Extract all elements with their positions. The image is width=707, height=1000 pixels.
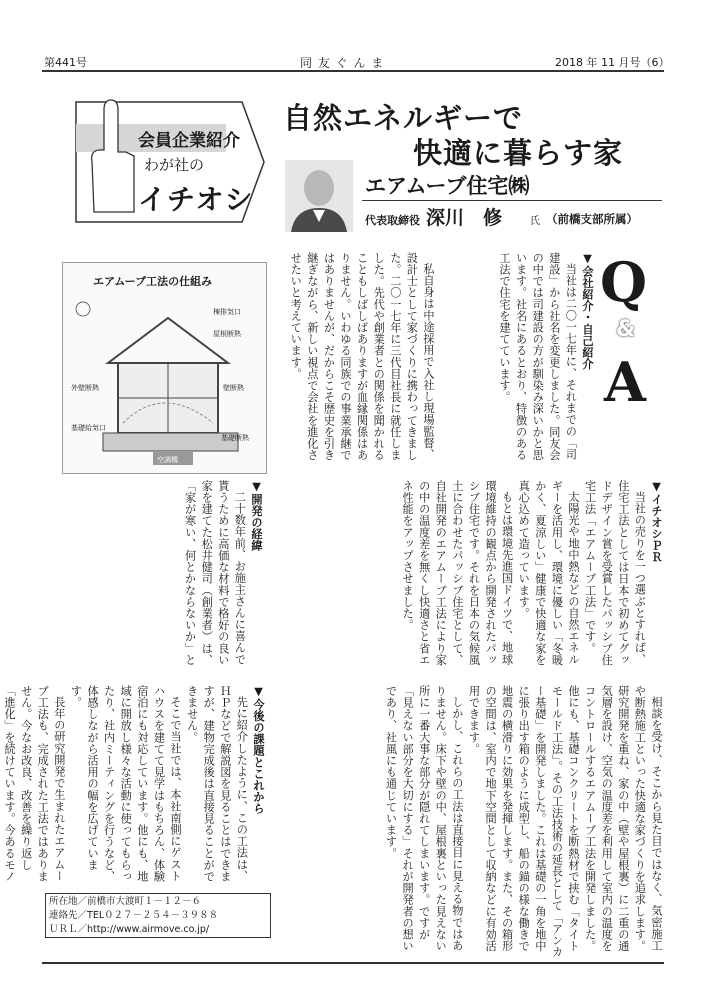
paragraph: そこで当社では、本社南側にゲストハウスを建てて見学はもちろん、体験宿泊にも対応しています。他にも、地域に開放し様々な活動に使ってもらったり、社内ミーティングを行うなど、体感しながら活用の幅を広げています。	[69, 685, 183, 883]
dev-section	[44, 480, 264, 670]
diagram-label: 外壁断熱	[71, 384, 99, 392]
paragraph: 当社は二〇一七年に、それまでの「司建設」から社名を変更しました。同友会の中では司建設の方が馴染み深いかと思います。社名にあるとおり、特徴のある工法で住宅を建てています。	[498, 252, 578, 461]
company-name: エアムーブ住宅㈱	[365, 174, 530, 198]
badge-mid-text: わが社の	[144, 156, 205, 174]
person-name: 深川 修	[426, 207, 503, 229]
diagram-label: 棟排気口	[213, 308, 241, 316]
future-section	[3, 685, 266, 885]
section-heading: ▼今後の課題とこれから	[252, 685, 265, 815]
badge-big-text: イチオシ	[138, 183, 254, 216]
portrait	[285, 160, 353, 232]
contact-box: 所在地／前橋市大渡町１－１２－６ 連絡先／TEL０２７－２５４－３９８８ ＵＲＬ／http://www.airmove.co.jp/	[45, 893, 271, 938]
footer-rule	[42, 962, 664, 964]
section-heading: ▼イチオシＰＲ	[650, 480, 663, 563]
diagram-label: 基礎給気口	[71, 424, 106, 432]
person-branch: （前橋支部所属）	[546, 212, 638, 226]
tel-label: 連絡先	[49, 910, 78, 921]
section-heading: ▼会社紹介・自己紹介	[581, 252, 594, 370]
paragraph: 当社の売りを一つ選ぶとすれば、住宅工法としては日本で初めてグッドデザイン賞を受賞したパッシブ住宅工法「エアムーブ工法」です。	[583, 480, 647, 666]
diagram	[62, 262, 267, 474]
diagram-label: 壁断熱	[223, 384, 244, 392]
intro-continued	[270, 252, 436, 464]
paragraph: 先に紹介したように、この工法は、ＨＰなどで解説図を見ることはできますが、建物完成後は直接見ることができません。	[185, 685, 249, 883]
paragraph: 太陽光や地中熱などの自然エネルギーを活用し、環境に優しい「冬暖かく、夏涼しい」健康で快適な家を真心込めて造っています。	[517, 480, 581, 666]
person-title: 代表取締役	[365, 214, 420, 227]
address-label: 所在地	[49, 896, 78, 907]
pr-section	[270, 480, 664, 670]
headline-line-1: 自然エネルギーで	[283, 101, 524, 135]
qa-mark	[600, 250, 660, 415]
company-rule	[362, 200, 662, 201]
intro-section	[440, 252, 595, 464]
person-photo-icon	[285, 160, 353, 232]
diagram-label: 基礎断熱	[221, 434, 249, 442]
pr-continued	[270, 685, 664, 960]
diagram-label: 屋根断熱	[213, 330, 241, 338]
badge-top-text: 会員企業紹介	[138, 131, 240, 151]
url-label: ＵＲＬ	[49, 924, 78, 935]
diagram-label: 空調機	[157, 456, 178, 464]
corner-badge	[64, 92, 269, 232]
paragraph: 相談を受け、そこから見た目ではなく、気密施工や断熱施工といった快適な家づくりを追求します。研究開発を重ね、家の中（壁や屋根裏）に二重の通気層を設け、空気の温度差を利用して室内の温度をコントロールするエアムーブ工法を開発しました。他にも、基礎コンクリートを断熱材で挟む「タイトモールド工法」。その工法技術の延長として「アンカー基礎」を開発しました。これは基礎の一角を地中に張り出す箱のように成型し、船の錨の様な働きで地震の横滑りに効果を発揮します。また、その箱形の空間は、室内で地下空間として収納などに有効活用できます。	[467, 685, 663, 958]
qa-a: A	[604, 350, 646, 414]
diagram-title: エアムーブ工法の仕組み	[93, 275, 213, 288]
qa-q: Q	[600, 250, 648, 314]
header-rule	[42, 70, 664, 72]
paragraph: もとは環境先進国ドイツで、地球環境維持の観点から開発されたパッシブ住宅です。それを日本の気候風土に合わせたパッシブ住宅として、自社開発のエアムーブ工法により家の中の温度差を無くし快適さと省エネ性能をアップさせました。	[401, 480, 514, 666]
address: 前橋市大渡町１－１２－６	[87, 896, 202, 907]
person-suffix: 氏	[530, 216, 540, 227]
paragraph: 二十数年前、お施主さんに喜んで貰うために高価な材料で格好の良い家を建てた松井健司（創業者）は、「家が寒い、何とかならないか」と	[183, 480, 247, 666]
url-link[interactable]: http://www.airmove.co.jp/	[87, 924, 210, 935]
headline-line-2: 快適に暮らす家	[413, 136, 624, 170]
tel: TEL０２７－２５４－３９８８	[87, 910, 219, 921]
paragraph: しかし、これらの工法は直接目に見える物ではありません。床下や壁の中、屋根裏といった見えない所に一番大事な部分が隠れてしまいます。ですが「見えない部分を大切にする」それが開発者の想いであり、社風にも通じています。	[384, 685, 464, 952]
section-heading: ▼開発の経緯	[250, 480, 263, 552]
paper-name: 同 友 ぐ ん ま	[300, 56, 385, 70]
issue-number: 第441号	[44, 56, 87, 69]
qa-amp: &	[616, 317, 636, 342]
issue-date: 2018 年 11 月号（6）	[555, 56, 670, 69]
paragraph: 長年の研究開発で生まれたエアムーブ工法も、完成された工法ではありません。今なお改良、改善を繰り返し「進化」を続けています。今あるモノ	[3, 685, 66, 883]
paragraph: 私自身は中途採用で入社し現場監督、設計士として家づくりに携わってきました。二〇一七年に三代目社長に就任しました。先代や創業者との関係を聞かれることもしばしばありますが血縁関係はありません。いわゆる同族での事業承継ではありませんが、だからこそ歴史を引き継ぎながら、新しい視点で会社を進化させたいと考えています。	[289, 252, 435, 461]
